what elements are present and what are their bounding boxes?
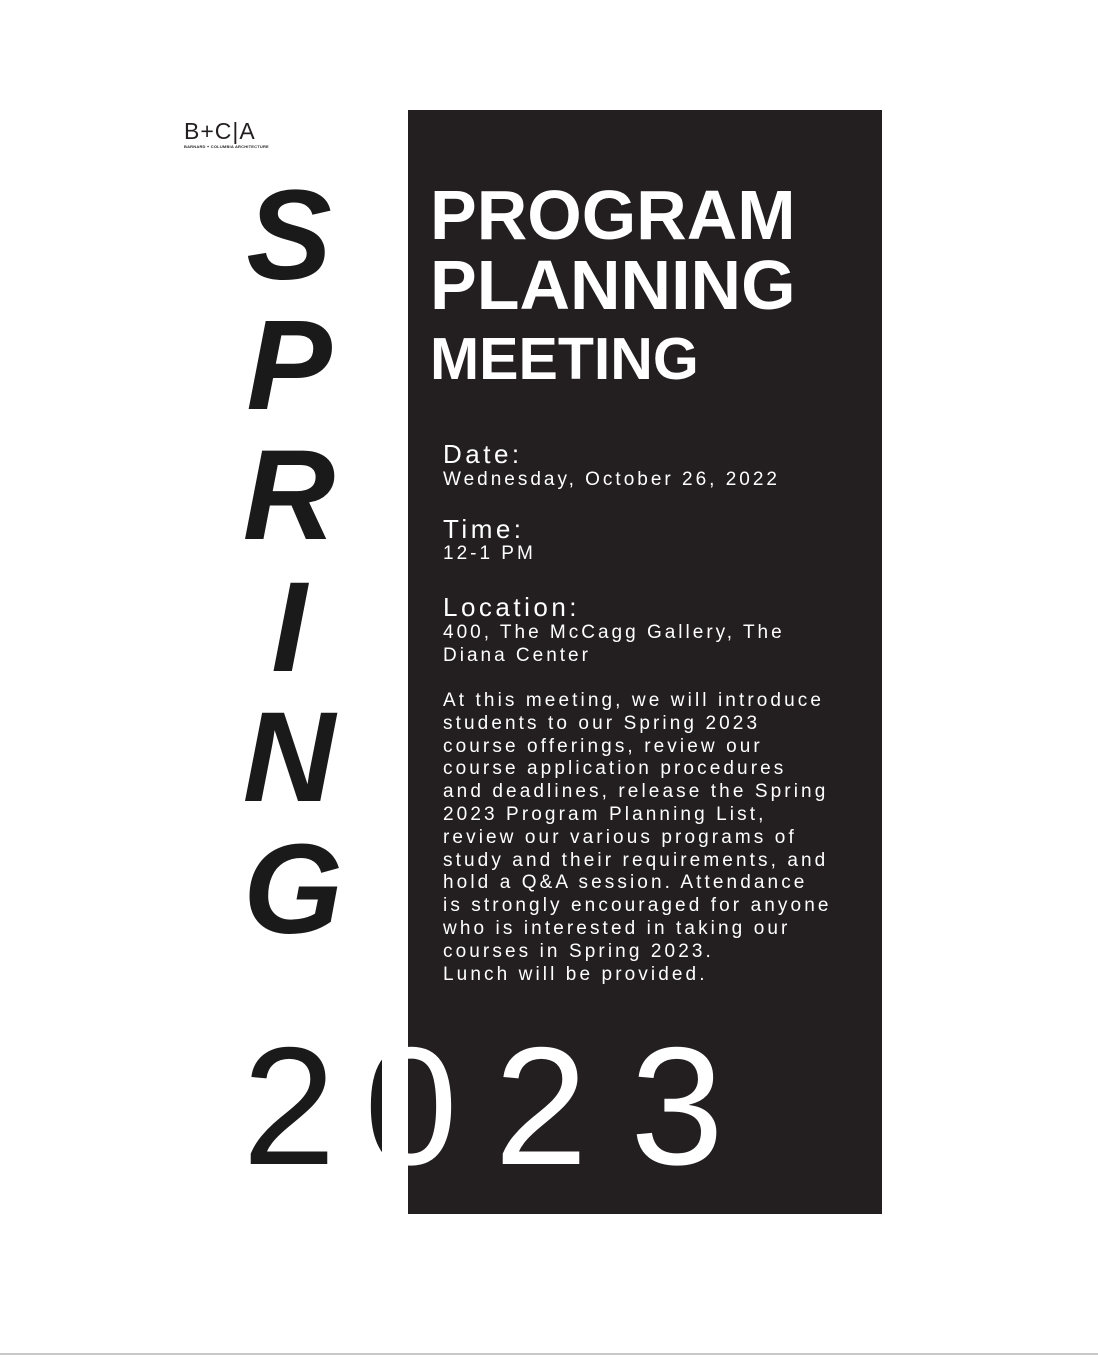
time-value: 12-1 PM [443, 543, 536, 564]
description-line: and deadlines, release the Spring [443, 781, 829, 803]
date-label: Date: [443, 439, 523, 469]
time-label: Time: [443, 514, 525, 544]
title-line-program: PROGRAM [430, 176, 796, 254]
title-line-planning: PLANNING [430, 246, 796, 324]
description-line: is strongly encouraged for anyone [443, 895, 832, 917]
location-line-1: 400, The McCagg Gallery, The [443, 622, 785, 643]
page-edge-line [0, 1353, 1098, 1355]
description-line: who is interested in taking our [443, 917, 791, 939]
logo-subtitle: BARNARD + COLUMBIA ARCHITECTURE [184, 144, 269, 149]
description-line: courses in Spring 2023. [443, 940, 714, 962]
description-line: students to our Spring 2023 [443, 712, 761, 734]
logo [184, 118, 294, 154]
description-line: Lunch will be provided. [443, 963, 708, 985]
description-line: At this meeting, we will introduce [443, 690, 825, 711]
spring-letter-s: S [246, 164, 332, 307]
description-line: review our various programs of [443, 826, 797, 848]
spring-letter-g: G [243, 818, 343, 961]
location-value [443, 622, 873, 667]
spring-letter-r: R [242, 424, 336, 567]
year-digit-2: 2 [242, 1012, 336, 1200]
location-line-2: Diana Center [443, 644, 591, 666]
description-line: study and their requirements, and [443, 849, 829, 871]
date-value: Wednesday, October 26, 2022 [443, 469, 780, 490]
spring-letter-i: I [271, 556, 307, 699]
description-paragraph [443, 690, 873, 986]
year-digit-2b: 2 [494, 1012, 588, 1200]
title-line-meeting: MEETING [430, 326, 699, 392]
year-digit-3: 3 [630, 1012, 724, 1200]
spring-letter-n: N [242, 686, 336, 829]
description-line: course offerings, review our [443, 735, 763, 757]
spring-letter-p: P [246, 294, 332, 437]
location-label: Location: [443, 592, 581, 622]
description-line: hold a Q&A session. Attendance [443, 872, 808, 894]
description-line: 2023 Program Planning List, [443, 803, 767, 825]
logo-mark: B+C|A [184, 118, 256, 144]
year-digit-0: 0 [356, 1022, 466, 1190]
description-line: course application procedures [443, 758, 787, 780]
